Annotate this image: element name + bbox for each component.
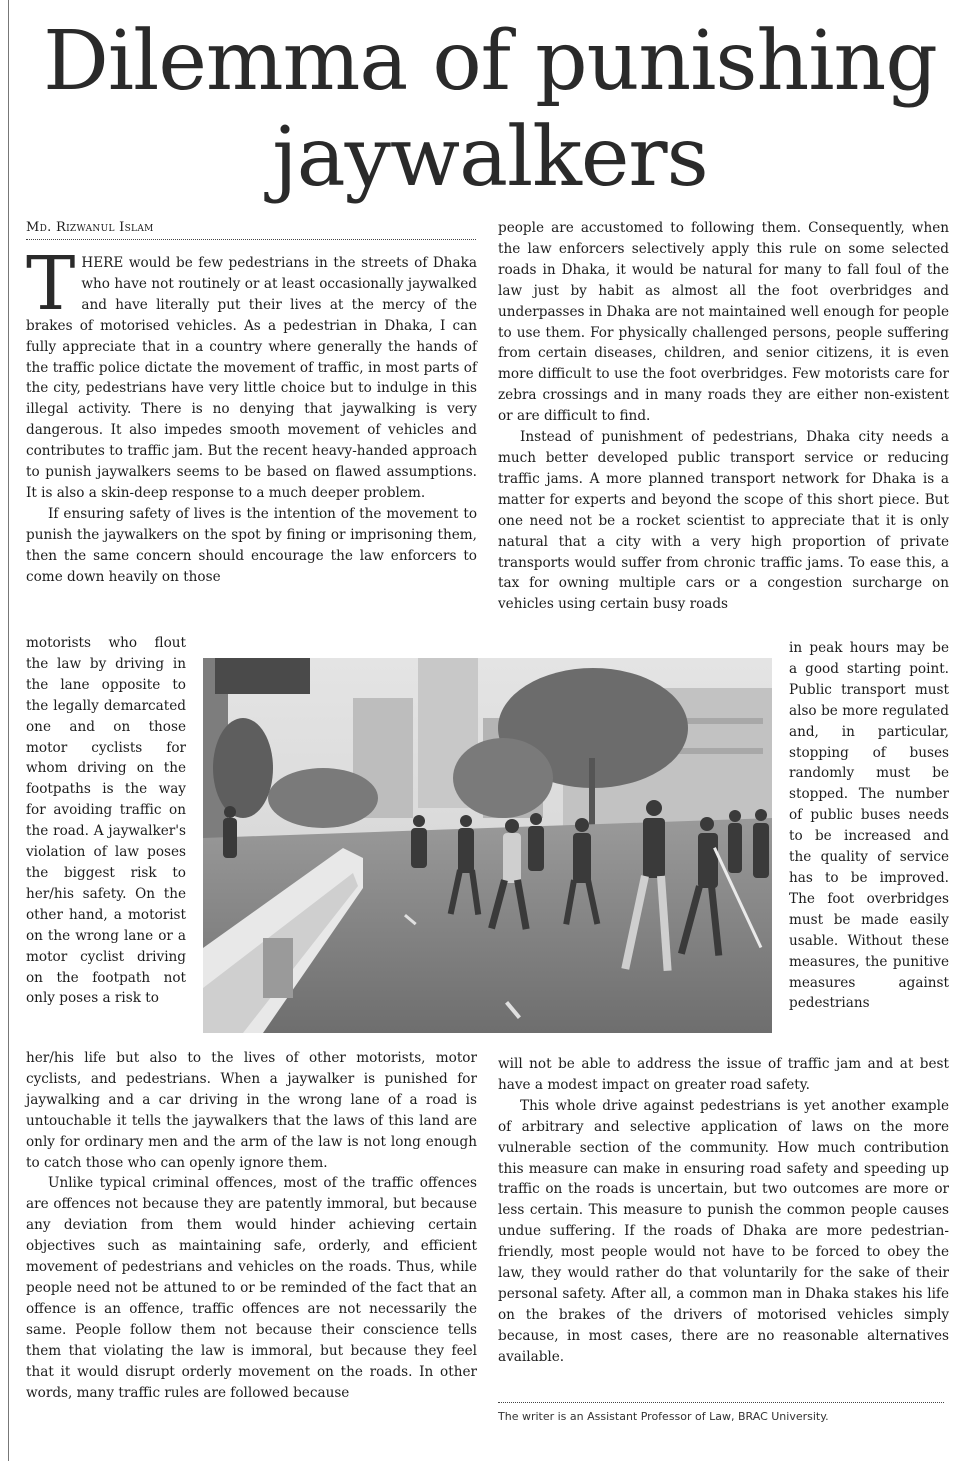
left-column-top xyxy=(26,241,477,588)
paragraph-2-middle: motorists who flout the law by driving in the lane opposite to the legally demarcated one and on those motor cyclists for whom driving on the footpaths is the way for avoiding traffic on the road. A jaywalker's violation of law poses the biggest risk to her/his safety. On the other hand, a motorist on the wrong lane or a motor cyclist driving on the footpath not only poses a risk to xyxy=(26,635,186,1007)
left-column-narrow xyxy=(26,633,186,1009)
street-photo xyxy=(203,658,772,1033)
paragraph-4-end: will not be able to address the issue of traffic jam and at best have a modest impact on greater road safety. xyxy=(498,1056,949,1093)
headline xyxy=(20,14,960,206)
byline: Md. Rizwanul Islam xyxy=(26,220,476,240)
footnote-divider xyxy=(498,1402,944,1403)
paragraph-2-end: her/his life but also to the lives of other motorists, motor cyclists, and pedestrians. When a jaywalker is punished for jaywalking and a car driving in the wrong lane of a road is untouchable it tells the jaywalkers that the laws of this land are only for ordinary men and the arm of the law is not long enough to catch those who can openly ignore them. xyxy=(26,1050,477,1171)
paragraph-4: Instead of punishment of pedestrians, Dhaka city needs a much better developed public transport service or reducing traffic jams. A more planned transport network for Dhaka is a matter for experts and beyond the scope of this short piece. But one need not be a rocket scientist to appreciate that it is only natural that a city with a very high proportion of private transports would suffer from chronic traffic jams. To ease this, a tax for owning multiple cars or a congestion surcharge on vehicles using certain busy roads xyxy=(498,429,949,613)
paragraph-4-middle: in peak hours may be a good starting point. Public transport must also be more regulated and, in particular, stopping of buses randomly must be stopped. The number of public buses needs to be increased and the quality of service has to be improved. The foot overbridges must be made easily usable. Without these measures, the punitive measures against pedestrians xyxy=(789,640,949,1012)
right-column-bottom xyxy=(498,1054,949,1368)
author-note: The writer is an Assistant Professor of Law, BRAC University. xyxy=(498,1410,829,1423)
paragraph-2-start: If ensuring safety of lives is the intention of the movement to punish the jaywalkers on the spot by fining or imprisoning them, then the same concern should encourage the law enforcers to come down heavily on those xyxy=(26,505,477,585)
paragraph-3-continued: people are accustomed to following them. Consequently, when the law enforcers selectively apply this rule on some selected roads in Dhaka, it would be natural for many to fall foul of the law just by habit as almost all the foot overbridges and underpasses in Dhaka are not maintained well enough for people to use them. For physically challenged persons, people suffering from certain diseases, children, and senior citizens, it is even more difficult to use the foot overbridges. Few motorists care for zebra crossings and in many roads they are either non-existent or are difficult to find. xyxy=(498,220,949,425)
right-column-narrow xyxy=(789,638,949,1014)
headline-line-1: Dilemma of punishing xyxy=(43,14,937,109)
drop-cap: T xyxy=(26,241,76,327)
right-column-top xyxy=(498,218,949,615)
headline-line-2: jaywalkers xyxy=(272,110,708,205)
column-rule xyxy=(8,0,9,1461)
paragraph-5: This whole drive against pedestrians is yet another example of arbitrary and selective application of laws on the more vulnerable section of the community. How much contribution this measure can make in ensuring road safety and speeding up traffic on the roads is uncertain, but two outcomes are more or less certain. This measure to punish the common people causes undue suffering. If the roads of Dhaka are more pedestrian-friendly, most people would not have to be forced to obey the law, they would rather do that voluntarily for the sake of their personal safety. After all, a common man in Dhaka stakes his life on the brakes of the drivers of motorised vehicles simply because, in most cases, there are no reasonable alternatives available. xyxy=(498,1097,949,1365)
paragraph-1: THERE would be few pedestrians in the streets of Dhaka who have not routinely or at least occasionally jaywalked and have literally put their lives at the mercy of the brakes of motorised vehicles. As a pedestrian in Dhaka, I can fully appreciate that in a country where generally the hands of the traffic police dictate the movement of traffic, in most parts of the city, pedestrians have very little choice but to indulge in this illegal activity. There is no denying that jaywalking is very dangerous. It also impedes smooth movement of vehicles and contributes to traffic jam. But the recent heavy-handed approach to punish jaywalkers seems to be based on flawed assumptions. It is also a skin-deep response to a much deeper problem. xyxy=(26,241,477,501)
left-column-bottom xyxy=(26,1048,477,1403)
paragraph-3: Unlike typical criminal offences, most of the traffic offences are offences not because they are patently immoral, but because any deviation from them would hinder achieving certain objectives such as maintaining safe, orderly, and efficient movement of pedestrians and vehicles on the roads. Thus, while people need not be attuned to or be reminded of the fact that an offence is an offence, traffic offences are not necessarily the same. People follow them not because their conscience tells them that violating the law is immoral, but because they feel that it would disrupt orderly movement on the roads. In other words, many traffic rules are followed because xyxy=(26,1175,477,1401)
